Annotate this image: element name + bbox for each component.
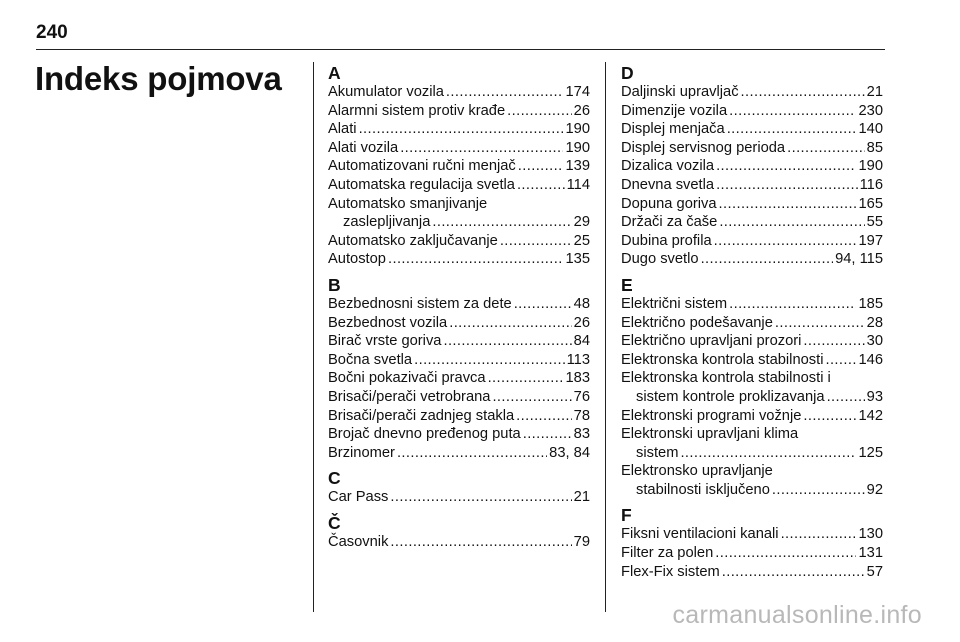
- entry-term: Električno podešavanje: [621, 314, 773, 331]
- dot-leader: [390, 488, 571, 507]
- entry-term: Brisači/perači zadnjeg stakla: [328, 407, 515, 424]
- index-column: [621, 64, 883, 581]
- entry-row: [328, 157, 590, 176]
- entry-row: [328, 83, 590, 102]
- dot-leader: [727, 120, 857, 139]
- entry-term: Displej servisnog perioda: [621, 139, 786, 156]
- entry-term: Brisači/perači vetrobrana: [328, 388, 491, 405]
- dot-leader: [680, 444, 856, 463]
- dot-leader: [787, 139, 865, 158]
- entry-page-ref: 230: [858, 102, 883, 119]
- index-entry: [328, 295, 590, 314]
- entry-term-line: Elektronski upravljani klima: [621, 426, 799, 443]
- entry-term: Električni sistem: [621, 295, 728, 312]
- index-entry: [328, 351, 590, 370]
- dot-leader: [443, 332, 571, 351]
- entry-row: [621, 176, 883, 195]
- index-entry: [621, 213, 883, 232]
- index-entry: [621, 120, 883, 139]
- entry-term: Bezbednost vozila: [328, 314, 448, 331]
- dot-leader: [517, 176, 565, 195]
- dot-leader: [488, 369, 564, 388]
- entry-term: Automatska regulacija svetla: [328, 176, 515, 193]
- index-entry: [328, 488, 590, 507]
- entry-row: [328, 444, 590, 463]
- entry-page-ref: 174: [565, 84, 590, 100]
- entry-page-ref: 55: [866, 214, 883, 231]
- index-entry: [328, 425, 590, 444]
- entry-row: [328, 407, 590, 426]
- entry-term: Automatsko zaključavanje: [328, 232, 498, 249]
- entry-page-ref: 197: [858, 232, 883, 249]
- index-section: [328, 64, 590, 269]
- entry-term: Alati: [328, 121, 357, 138]
- index-section: [621, 506, 883, 581]
- entry-term-line: Automatsko smanjivanje: [328, 195, 488, 212]
- entry-page-ref: 146: [858, 351, 883, 368]
- entry-page-ref: 26: [573, 102, 590, 119]
- entry-term: Dugo svetlo: [621, 251, 699, 268]
- index-entry: [328, 407, 590, 426]
- dot-leader: [719, 195, 857, 214]
- dot-leader: [359, 120, 564, 139]
- index-entry: [328, 388, 590, 407]
- entry-term: Dopuna goriva: [621, 195, 717, 212]
- dot-leader: [492, 388, 571, 407]
- entry-row: [328, 488, 590, 507]
- entry-row: [621, 295, 883, 314]
- entry-term: Držači za čaše: [621, 214, 718, 231]
- dot-leader: [722, 563, 865, 582]
- entry-row: [621, 195, 883, 214]
- index-entry: [621, 563, 883, 582]
- index-column: [328, 64, 590, 551]
- dot-leader: [716, 157, 856, 176]
- index-entry: [328, 195, 590, 232]
- entry-page-ref: 79: [573, 533, 590, 550]
- index-entry: [328, 176, 590, 195]
- index-entry: [621, 195, 883, 214]
- dot-leader: [523, 425, 572, 444]
- entry-page-ref: 140: [858, 121, 883, 138]
- page-number: 240: [36, 22, 68, 43]
- entry-page-ref: 83, 84: [549, 444, 590, 461]
- section-letter: Č: [328, 512, 341, 533]
- entry-page-ref: 165: [858, 195, 883, 212]
- dot-leader: [388, 250, 564, 269]
- entry-page-ref: 25: [573, 232, 590, 249]
- entry-page-ref: 92: [866, 481, 883, 498]
- index-entry: [621, 462, 883, 499]
- entry-term: Električno upravljani prozori: [621, 333, 802, 350]
- dot-leader: [741, 83, 865, 102]
- entry-row: [621, 139, 883, 158]
- dot-leader: [446, 83, 564, 102]
- entry-term: Bezbednosni sistem za dete: [328, 295, 512, 312]
- dot-leader: [827, 388, 865, 407]
- entry-term: Filter za polen: [621, 545, 714, 562]
- index-entry: [621, 232, 883, 251]
- index-entry: [328, 157, 590, 176]
- entry-page-ref: 21: [866, 84, 883, 100]
- entry-page-ref: 26: [573, 314, 590, 331]
- entry-page-ref: 116: [859, 176, 883, 193]
- dot-leader: [414, 351, 564, 370]
- dot-leader: [518, 157, 564, 176]
- entry-row: [621, 314, 883, 333]
- index-entry: [621, 332, 883, 351]
- entry-page-ref: 76: [573, 388, 590, 405]
- dot-leader: [772, 481, 865, 500]
- header-rule: [36, 49, 885, 50]
- index-entry: [328, 232, 590, 251]
- index-entry: [621, 102, 883, 121]
- index-entry: [328, 444, 590, 463]
- entry-page-ref: 185: [858, 295, 883, 312]
- entry-term: Flex-Fix sistem: [621, 563, 720, 580]
- index-section: [621, 276, 883, 500]
- section-letter: B: [328, 274, 341, 295]
- entry-row: [328, 102, 590, 121]
- dot-leader: [390, 533, 571, 552]
- entry-row: [328, 332, 590, 351]
- entry-term: Car Pass: [328, 489, 389, 506]
- entry-row: [328, 176, 590, 195]
- entry-term: Brzinomer: [328, 444, 395, 461]
- entry-page-ref: 190: [565, 139, 590, 156]
- entry-row: [328, 314, 590, 333]
- dot-leader: [781, 525, 857, 544]
- index-entry: [328, 314, 590, 333]
- entry-page-ref: 30: [866, 333, 883, 350]
- section-letter: A: [328, 63, 341, 83]
- entry-term: Časovnik: [328, 533, 389, 550]
- index-entry: [621, 351, 883, 370]
- index-entry: [328, 369, 590, 388]
- column-divider: [313, 62, 314, 612]
- entry-row: [621, 563, 883, 582]
- entry-term: Autostop: [328, 251, 386, 268]
- index-entry: [621, 369, 883, 406]
- dot-leader: [716, 176, 858, 195]
- entry-term: Displej menjača: [621, 121, 725, 138]
- entry-page-ref: 130: [858, 526, 883, 543]
- dot-leader: [397, 444, 547, 463]
- entry-page-ref: 85: [866, 139, 883, 156]
- entry-page-ref: 114: [566, 176, 590, 193]
- entry-term: Fiksni ventilacioni kanali: [621, 526, 779, 543]
- entry-term: Brojač dnevno pređenog puta: [328, 426, 521, 443]
- index-entry: [621, 83, 883, 102]
- index-section: [328, 469, 590, 507]
- entry-row: [328, 351, 590, 370]
- entry-page-ref: 139: [565, 158, 590, 175]
- entry-term: stabilnosti isključeno: [636, 481, 770, 498]
- index-entry: [328, 332, 590, 351]
- entry-page-ref: 131: [858, 545, 883, 562]
- dot-leader: [775, 314, 865, 333]
- entry-row: [621, 388, 883, 407]
- index-entry: [328, 83, 590, 102]
- section-letter: D: [621, 63, 634, 83]
- entry-row: [621, 351, 883, 370]
- dot-leader: [500, 232, 572, 251]
- entry-term: Bočni pokazivači pravca: [328, 370, 486, 387]
- entry-row: [328, 120, 590, 139]
- entry-row: [621, 407, 883, 426]
- entry-term: zaslepljivanja: [343, 214, 431, 231]
- column-divider: [605, 62, 606, 612]
- entry-page-ref: 125: [858, 444, 883, 461]
- entry-row: [328, 232, 590, 251]
- index-entry: [621, 314, 883, 333]
- index-entry: [621, 544, 883, 563]
- entry-row: [621, 83, 883, 102]
- dot-leader: [729, 295, 856, 314]
- entry-page-ref: 29: [573, 214, 590, 231]
- entry-term: Dizalica vozila: [621, 158, 715, 175]
- entry-term: Dimenzije vozila: [621, 102, 728, 119]
- index-section: [328, 514, 590, 552]
- entry-term: Alati vozila: [328, 139, 399, 156]
- section-letter: F: [621, 505, 632, 526]
- dot-leader: [729, 102, 856, 121]
- page-title: Indeks pojmova: [35, 60, 282, 97]
- entry-row: [621, 250, 883, 269]
- dot-leader: [825, 351, 856, 370]
- entry-row: [328, 213, 590, 232]
- entry-page-ref: 57: [866, 563, 883, 580]
- entry-row: [621, 444, 883, 463]
- entry-term: Daljinski upravljač: [621, 84, 739, 100]
- entry-page-ref: 190: [565, 121, 590, 138]
- entry-page-ref: 113: [566, 351, 590, 368]
- dot-leader: [803, 332, 864, 351]
- entry-page-ref: 93: [866, 388, 883, 405]
- dot-leader: [719, 213, 864, 232]
- entry-page-ref: 190: [858, 158, 883, 175]
- index-entry: [328, 250, 590, 269]
- entry-page-ref: 142: [858, 407, 883, 424]
- entry-row: [621, 481, 883, 500]
- entry-row: [621, 157, 883, 176]
- entry-row: [621, 120, 883, 139]
- entry-term: Elektronski programi vožnje: [621, 407, 802, 424]
- section-letter: C: [328, 468, 341, 489]
- dot-leader: [701, 250, 834, 269]
- entry-page-ref: 78: [573, 407, 590, 424]
- entry-term: sistem kontrole proklizavanja: [636, 388, 825, 405]
- entry-page-ref: 48: [573, 295, 590, 312]
- entry-row: [328, 388, 590, 407]
- index-entry: [621, 157, 883, 176]
- entry-row: [328, 369, 590, 388]
- dot-leader: [432, 213, 571, 232]
- index-section: [328, 276, 590, 462]
- entry-row: [621, 525, 883, 544]
- entry-row: [328, 533, 590, 552]
- entry-term: Bočna svetla: [328, 351, 413, 368]
- dot-leader: [449, 314, 571, 333]
- entry-term: sistem: [636, 444, 679, 461]
- watermark: carmanualsonline.info: [672, 601, 922, 629]
- index-entry: [621, 176, 883, 195]
- index-entry: [621, 139, 883, 158]
- entry-term: Birač vrste goriva: [328, 333, 442, 350]
- entry-row: [328, 250, 590, 269]
- entry-page-ref: 94, 115: [835, 251, 883, 268]
- index-entry: [328, 139, 590, 158]
- entry-term: Dnevna svetla: [621, 176, 715, 193]
- dot-leader: [400, 139, 563, 158]
- dot-leader: [516, 407, 572, 426]
- index-entry: [621, 407, 883, 426]
- index-entry: [621, 250, 883, 269]
- dot-leader: [803, 407, 856, 426]
- entry-page-ref: 84: [573, 333, 590, 350]
- entry-term: Elektronska kontrola stabilnosti: [621, 351, 824, 368]
- entry-row: [328, 425, 590, 444]
- entry-term: Alarmni sistem protiv krađe: [328, 102, 506, 119]
- index-entry: [621, 425, 883, 462]
- entry-row: [621, 232, 883, 251]
- entry-term: Akumulator vozila: [328, 84, 444, 100]
- section-letter: E: [621, 274, 633, 295]
- entry-row: [621, 213, 883, 232]
- index-entry: [621, 525, 883, 544]
- index-entry: [328, 102, 590, 121]
- index-entry: [621, 295, 883, 314]
- dot-leader: [514, 295, 572, 314]
- index-section: [621, 64, 883, 269]
- entry-term: Automatizovani ručni menjač: [328, 158, 516, 175]
- dot-leader: [715, 544, 856, 563]
- entry-term-line: Elektronsko upravljanje: [621, 463, 773, 480]
- entry-term: Dubina profila: [621, 232, 712, 249]
- entry-page-ref: 28: [866, 314, 883, 331]
- entry-row: [621, 102, 883, 121]
- entry-row: [621, 332, 883, 351]
- entry-row: [328, 295, 590, 314]
- dot-leader: [507, 102, 572, 121]
- entry-page-ref: 21: [573, 489, 590, 506]
- entry-page-ref: 183: [565, 370, 590, 387]
- dot-leader: [714, 232, 857, 251]
- entry-row: [621, 544, 883, 563]
- entry-page-ref: 83: [573, 426, 590, 443]
- entry-term-line: Elektronska kontrola stabilnosti i: [621, 370, 831, 387]
- entry-row: [328, 139, 590, 158]
- entry-page-ref: 135: [565, 251, 590, 268]
- index-entry: [328, 533, 590, 552]
- index-entry: [328, 120, 590, 139]
